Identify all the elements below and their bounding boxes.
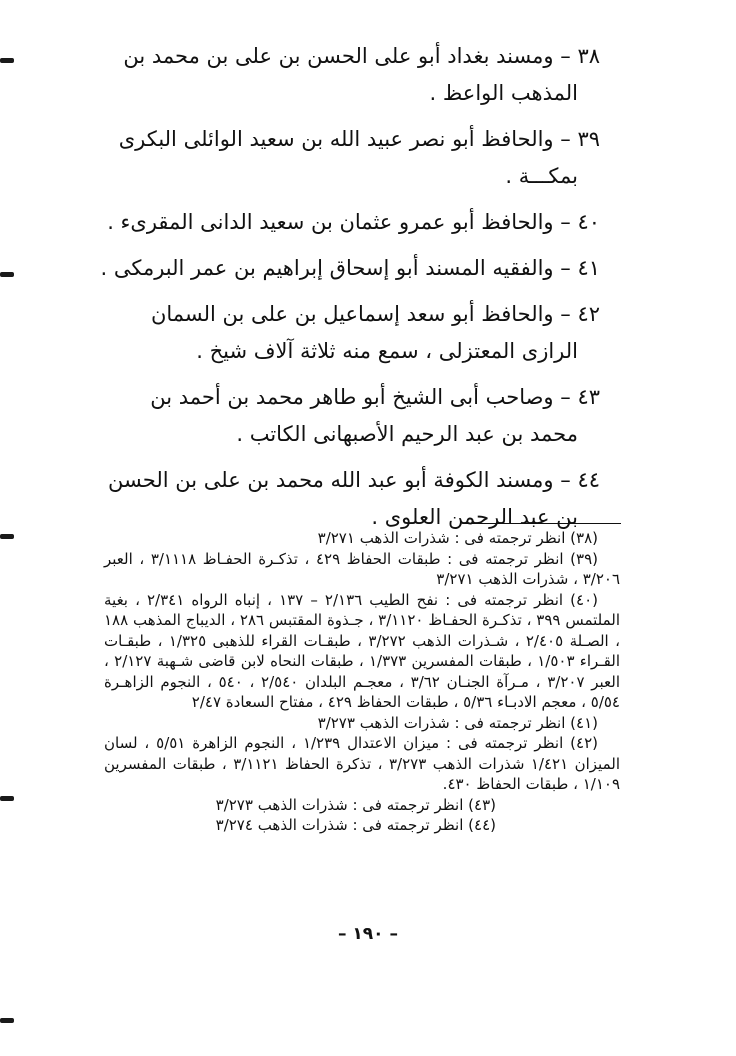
margin-mark	[0, 1018, 14, 1023]
entry-text: وصاحب أبى الشيخ أبو طاهر محمد بن أحمد بن محمد بن عبد الرحيم الأصبهانى الكاتب .	[150, 385, 578, 446]
footnote-ref: (٣٩)	[570, 549, 599, 568]
entry-number: ٤٣	[577, 385, 600, 409]
footnote-38	[104, 528, 620, 549]
footnote-41	[104, 713, 620, 734]
entry-text: ومسند الكوفة أبو عبد الله محمد بن على بن الحسن بن عبد الرحمن العلوى .	[108, 468, 578, 529]
footnote-text: انظر ترجمته فى : شذرات الذهب ٣/٢٧٤	[215, 816, 464, 834]
footnote-ref: (٤١)	[570, 713, 598, 732]
footnote-ref: (٤٠)	[570, 590, 598, 609]
footnote-ref: (٣٨)	[570, 529, 598, 547]
page-number: – ١٩٠ –	[338, 924, 398, 944]
footnote-39	[104, 549, 620, 590]
footnote-42	[104, 733, 620, 795]
margin-mark	[0, 534, 14, 539]
footnote-text: انظر ترجمته فى : طبقات الحفاظ ٤٢٩ ، تذكـرة الحفـاظ ٣/١١١٨ ، العبر ٣/٢٠٦ ، شذرات الذهب ٣/٢٧١	[104, 549, 620, 588]
margin-mark	[0, 58, 14, 63]
entry-text: ومسند بغداد أبو على الحسن بن على بن محمد بن المذهب الواعظ .	[123, 44, 578, 105]
footnote-ref: (٤٤)	[468, 816, 496, 834]
footnote-text: انظر ترجمته فى : نفح الطيب ٢/١٣٦ – ١٣٧ ، إنباه الرواه ٢/٣٤١ ، بغية الملتمس ٣٩٩ ، تذكـرة الحفـاظ ٣/١١٢٠ ، جـذوة المقتبس ٢٨٦ ، الديباج المذهب ١٨٨ ، الصـلة ٢/٤٠٥ ، شـذرات الذهب ٣/٢٧٢ ، طبقـات القراء للذهبى ١/٣٢٥ ، طبقـات القـراء ١/٥٠٣ ، طبقات المفسرين ١/٣٧٣ ، طبقات النحاه لابن قاضى شـهبة ٢/١٢٧ ، العبر ٣/٢٠٧ ، مـرآة الجنـان ٣/٦٢ ، معجـم البلدان ٢/٥٤٠ ، ٥٤٠ ، النجوم الزاهـرة ٥/٥٤ ، معجم الادبـاء ٥/٣٦ ، طبقات الحفاظ ٤٢٩ ، مفتاح السعادة ٢/٤٧	[104, 590, 621, 711]
entry-39: ٣٩ – والحافظ أبو نصر عبيد الله بن سعيد الوائلى البكرى بمكـــة .	[118, 127, 600, 188]
entry-38: ٣٨ – ومسند بغداد أبو على الحسن بن على بن محمد بن المذهب الواعظ .	[123, 44, 600, 105]
entry-number: ٣٨	[577, 44, 600, 68]
entry-text: والفقيه المسند أبو إسحاق إبراهيم بن عمر البرمكى .	[100, 256, 554, 280]
entry-text: والحافظ أبو عمرو عثمان بن سعيد الدانى المقرىء .	[107, 210, 554, 234]
footnote-43	[104, 795, 620, 816]
entry-number: ٤٢	[577, 302, 600, 326]
entry-40: ٤٠ – والحافظ أبو عمرو عثمان بن سعيد الدانى المقرىء .	[107, 210, 600, 234]
entry-44: ٤٤ – ومسند الكوفة أبو عبد الله محمد بن على بن الحسن بن عبد الرحمن العلوى .	[108, 468, 600, 529]
footnote-text: انظر ترجمته فى : ميزان الاعتدال ١/٢٣٩ ، النجوم الزاهرة ٥/٥١ ، لسان الميزان ١/٤٢١ شذرات الذهب ٣/٢٧٣ ، تذكرة الحفاظ ٣/١١٢١ ، طبقات المفسرين ١/١٠٩ ، طبقات الحفاظ ٤٣٠.	[104, 734, 620, 793]
footnote-text: انظر ترجمته فى : شذرات الذهب ٣/٢٧١	[317, 529, 566, 547]
margin-mark	[0, 272, 14, 277]
footnotes	[104, 528, 620, 836]
footnote-40	[104, 590, 620, 713]
footnote-44	[104, 815, 620, 836]
entry-43: ٤٣ – وصاحب أبى الشيخ أبو طاهر محمد بن أحمد بن محمد بن عبد الرحيم الأصبهانى الكاتب .	[150, 385, 600, 446]
entry-text: والحافظ أبو نصر عبيد الله بن سعيد الوائلى البكرى بمكـــة .	[118, 127, 578, 188]
footnote-ref: (٤٢)	[570, 734, 598, 752]
entry-42: ٤٢ – والحافظ أبو سعد إسماعيل بن على بن السمان الرازى المعتزلى ، سمع منه ثلاثة آلاف شيخ .	[150, 302, 600, 363]
entry-number: ٤٠	[577, 210, 600, 234]
footnote-text: انظر ترجمته فى : شذرات الذهب ٣/٢٧٣	[215, 795, 464, 814]
entry-number: ٤٤	[577, 468, 600, 492]
scholar-entries	[100, 38, 600, 545]
entry-41: ٤١ – والفقيه المسند أبو إسحاق إبراهيم بن عمر البرمكى .	[100, 256, 600, 280]
entry-number: ٤١	[577, 256, 600, 280]
footnote-text: انظر ترجمته فى : شذرات الذهب ٣/٢٧٣	[317, 713, 566, 732]
footnote-divider	[465, 523, 621, 524]
margin-mark	[0, 796, 14, 801]
footnote-ref: (٤٣)	[468, 795, 496, 814]
entry-text: والحافظ أبو سعد إسماعيل بن على بن السمان الرازى المعتزلى ، سمع منه ثلاثة آلاف شيخ .	[150, 302, 578, 363]
entry-number: ٣٩	[577, 127, 600, 151]
